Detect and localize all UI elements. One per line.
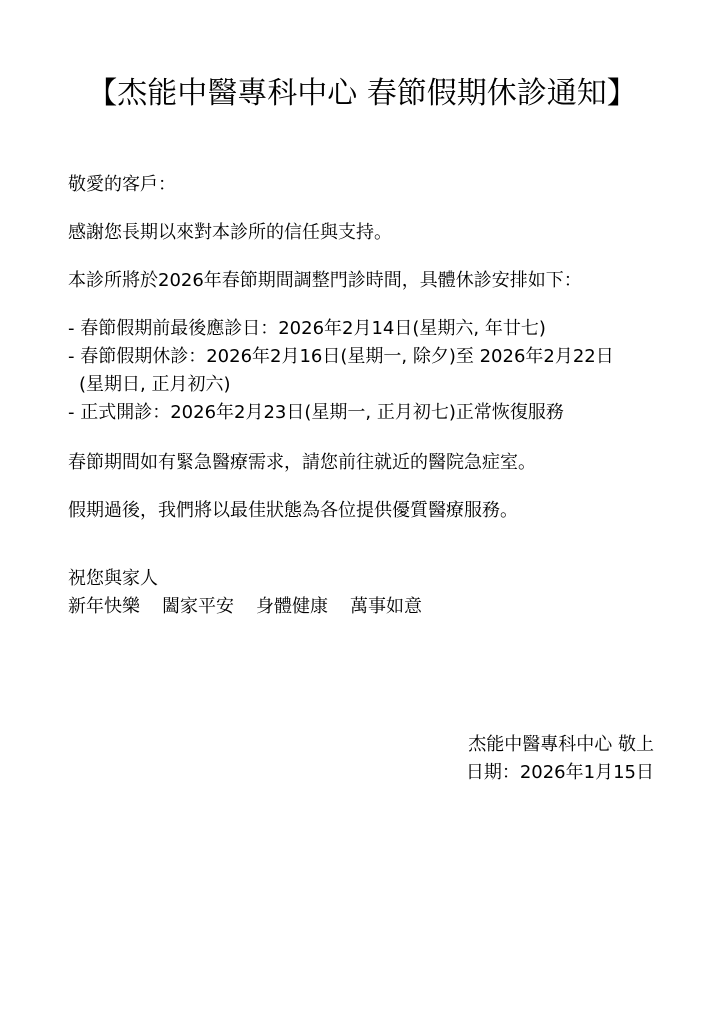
wish-item: 身體健康 <box>256 596 328 617</box>
notice-title: 【杰能中醫專科中心 春節假期休診通知】 <box>87 76 637 111</box>
schedule-item-last-day: - 春節假期前最後應診日：2026年2月14日(星期六, 年廿七) <box>68 318 546 339</box>
schedule-item-closure: - 春節假期休診：2026年2月16日(星期一, 除夕)至 2026年2月22日 <box>68 346 614 367</box>
wish-item: 萬事如意 <box>350 596 422 617</box>
emergency-paragraph: 春節期間如有緊急醫療需求，請您前往就近的醫院急症室。 <box>68 452 536 473</box>
intro-paragraph: 本診所將於2026年春節期間調整門診時間，具體休診安排如下： <box>68 270 582 291</box>
wish-line: 祝您與家人 <box>68 568 158 589</box>
wish-item: 闔家平安 <box>162 596 234 617</box>
after-holiday-paragraph: 假期過後，我們將以最佳狀態為各位提供優質醫療服務。 <box>68 500 518 521</box>
notice-date: 日期：2026年1月15日 <box>465 762 654 783</box>
schedule-item-closure-continued: (星期日, 正月初六) <box>79 374 231 395</box>
signature: 杰能中醫專科中心 敬上 <box>468 734 654 755</box>
wishes-line <box>68 594 422 620</box>
greeting: 敬愛的客戶： <box>68 174 176 195</box>
thanks-paragraph: 感謝您長期以來對本診所的信任與支持。 <box>68 222 392 243</box>
schedule-item-reopen: - 正式開診：2026年2月23日(星期一, 正月初七)正常恢復服務 <box>68 402 564 423</box>
wish-item: 新年快樂 <box>68 596 140 617</box>
